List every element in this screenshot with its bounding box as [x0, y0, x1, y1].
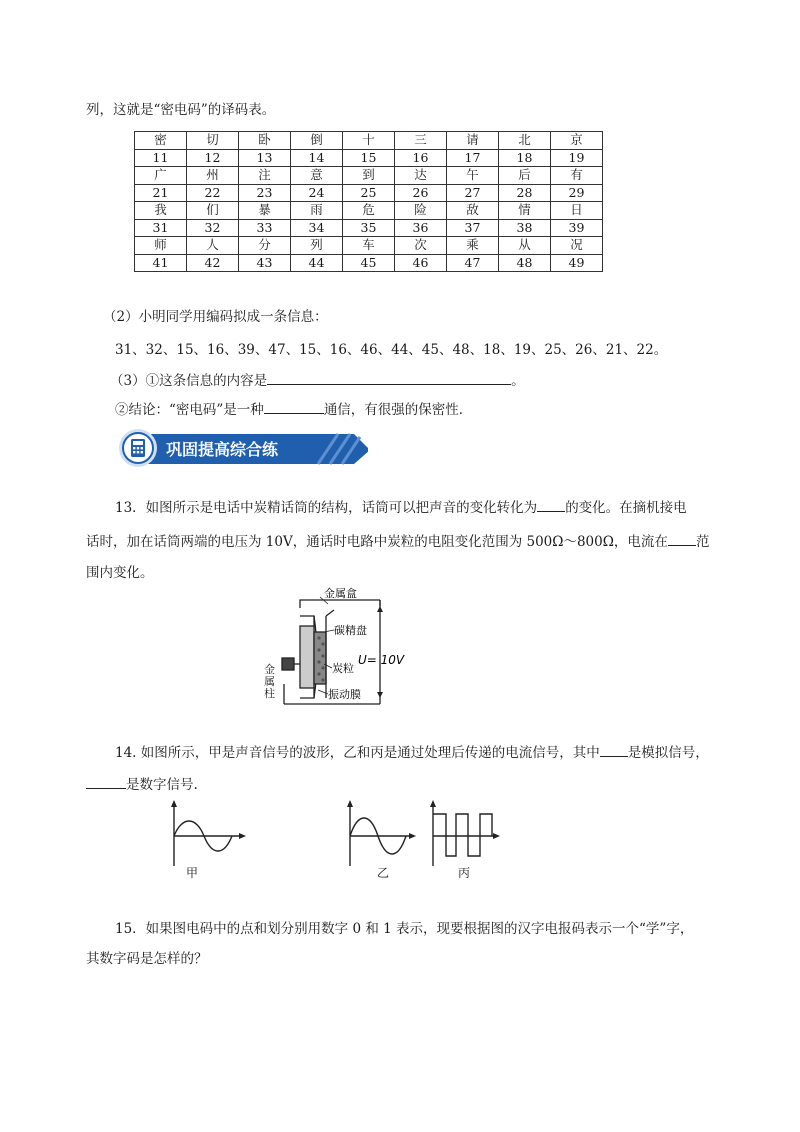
- part3-line: [110, 369, 525, 389]
- label-voltage: U= 10V: [358, 653, 405, 667]
- table-cell: 次: [395, 237, 447, 255]
- table-cell: 雨: [291, 202, 343, 220]
- table-cell: 州: [187, 167, 239, 185]
- part2-code: 31、32、15、16、39、47、15、16、46、44、45、48、18、19、25、26、21、22。: [115, 342, 668, 358]
- table-cell: 况: [551, 237, 603, 255]
- table-cell: 48: [499, 254, 551, 272]
- table-cell: 46: [395, 254, 447, 272]
- answer-blank-content[interactable]: [267, 370, 511, 385]
- conclusion-suffix: 通信，有很强的保密性．: [323, 402, 473, 418]
- table-cell: 17: [447, 149, 499, 167]
- table-cell: 险: [395, 202, 447, 220]
- label-jia: 甲: [186, 866, 199, 880]
- table-cell: 们: [187, 202, 239, 220]
- table-cell: 13: [239, 149, 291, 167]
- table-cell: 49: [551, 254, 603, 272]
- table-cell: 人: [187, 237, 239, 255]
- answer-blank-q14-2[interactable]: [86, 774, 126, 789]
- table-cell: 26: [395, 184, 447, 202]
- table-cell: 14: [291, 149, 343, 167]
- table-cell: 36: [395, 219, 447, 237]
- table-row: [135, 149, 603, 167]
- table-cell: 39: [551, 219, 603, 237]
- conclusion-prefix: ②结论：“密电码”是一种: [115, 402, 264, 418]
- q14-line1: [115, 741, 709, 761]
- table-cell: 15: [343, 149, 395, 167]
- table-row: [135, 237, 603, 255]
- table-cell: 25: [343, 184, 395, 202]
- answer-blank-q14-1[interactable]: [600, 742, 628, 757]
- table-cell: 后: [499, 167, 551, 185]
- table-cell: 45: [343, 254, 395, 272]
- table-cell: 意: [291, 167, 343, 185]
- table-cell: 19: [551, 149, 603, 167]
- q15-line1: 15．如果图电码中的点和划分别用数字 0 和 1 表示，现要根据图的汉字电报码表示一个“学”字，: [115, 921, 694, 937]
- label-diaphragm: 振动膜: [328, 688, 361, 701]
- table-cell: 从: [499, 237, 551, 255]
- table-cell: 乘: [447, 237, 499, 255]
- answer-blank-q13-2[interactable]: [668, 531, 696, 546]
- table-cell: 43: [239, 254, 291, 272]
- table-cell: 18: [499, 149, 551, 167]
- code-table: [134, 131, 603, 272]
- table-cell: 33: [239, 219, 291, 237]
- q14-line2: [86, 773, 198, 793]
- q13-text-b: 的变化。在摘机接电: [565, 500, 687, 516]
- table-cell: 广: [135, 167, 187, 185]
- table-cell: 29: [551, 184, 603, 202]
- label-metal-box: 金属盒: [324, 587, 357, 600]
- table-cell: 21: [135, 184, 187, 202]
- q13-text-c: 话时，加在话筒两端的电压为 10V，通话时电路中炭粒的电阻变化范围为 500Ω～800Ω，电流在: [86, 534, 668, 550]
- table-cell: 23: [239, 184, 291, 202]
- table-cell: 到: [343, 167, 395, 185]
- table-cell: 危: [343, 202, 395, 220]
- table-cell: 41: [135, 254, 187, 272]
- table-cell: 32: [187, 219, 239, 237]
- table-row: [135, 132, 603, 150]
- table-cell: 28: [499, 184, 551, 202]
- q13-text-d: 范: [695, 534, 710, 550]
- label-metal-post: 金属柱: [264, 663, 275, 700]
- table-cell: 倒: [291, 132, 343, 150]
- table-row: [135, 167, 603, 185]
- table-row: [135, 202, 603, 220]
- table-cell: 京: [551, 132, 603, 150]
- table-cell: 情: [499, 202, 551, 220]
- table-cell: 三: [395, 132, 447, 150]
- table-cell: 日: [551, 202, 603, 220]
- table-cell: 请: [447, 132, 499, 150]
- table-cell: 十: [343, 132, 395, 150]
- intro-line: 列，这就是“密电码”的译码表。: [86, 102, 276, 118]
- q15-line2: 其数字码是怎样的？: [86, 951, 208, 967]
- table-cell: 42: [187, 254, 239, 272]
- table-cell: 11: [135, 149, 187, 167]
- table-cell: 35: [343, 219, 395, 237]
- label-bing: 丙: [458, 866, 471, 880]
- table-cell: 切: [187, 132, 239, 150]
- table-cell: 列: [291, 237, 343, 255]
- table-cell: 暴: [239, 202, 291, 220]
- q13-line1: [115, 496, 687, 516]
- table-cell: 师: [135, 237, 187, 255]
- table-cell: 22: [187, 184, 239, 202]
- table-cell: 车: [343, 237, 395, 255]
- table-cell: 16: [395, 149, 447, 167]
- table-cell: 12: [187, 149, 239, 167]
- label-carbon-plate: 碳精盘: [334, 624, 367, 637]
- table-cell: 27: [447, 184, 499, 202]
- waveform-figure: [150, 798, 510, 883]
- table-cell: 47: [447, 254, 499, 272]
- answer-blank-type[interactable]: [264, 399, 324, 414]
- table-cell: 注: [239, 167, 291, 185]
- q14-text-c: 是数字信号.: [126, 777, 198, 793]
- label-yi: 乙: [377, 866, 390, 880]
- table-cell: 有: [551, 167, 603, 185]
- table-cell: 密: [135, 132, 187, 150]
- conclusion-line: [115, 398, 472, 418]
- label-carbon-grain: 炭粒: [332, 662, 354, 675]
- part3-prefix: （3）①这条信息的内容是: [110, 373, 268, 389]
- table-cell: 午: [447, 167, 499, 185]
- table-cell: 我: [135, 202, 187, 220]
- table-cell: 44: [291, 254, 343, 272]
- table-cell: 达: [395, 167, 447, 185]
- q14-text-b: 是模拟信号，: [627, 745, 709, 761]
- table-cell: 37: [447, 219, 499, 237]
- q13-line2: [86, 530, 709, 550]
- q13-line3: 围内变化。: [86, 565, 154, 581]
- table-cell: 34: [291, 219, 343, 237]
- table-cell: 卧: [239, 132, 291, 150]
- table-cell: 敌: [447, 202, 499, 220]
- answer-blank-q13-1[interactable]: [537, 497, 565, 512]
- table-cell: 31: [135, 219, 187, 237]
- table-cell: 24: [291, 184, 343, 202]
- table-row: [135, 219, 603, 237]
- part3-suffix: 。: [511, 373, 525, 389]
- q13-text-a: 13．如图所示是电话中炭精话筒的结构，话筒可以把声音的变化转化为: [115, 500, 538, 516]
- section-banner: [118, 428, 368, 468]
- table-cell: 分: [239, 237, 291, 255]
- table-cell: 北: [499, 132, 551, 150]
- calculator-icon: [131, 439, 145, 457]
- q14-text-a: 14. 如图所示，甲是声音信号的波形，乙和丙是通过处理后传递的电流信号，其中: [115, 745, 600, 761]
- part2-title: （2）小明同学用编码拟成一条信息：: [103, 309, 328, 325]
- banner-title: 巩固提高综合练: [166, 440, 279, 459]
- table-row: [135, 254, 603, 272]
- table-cell: 38: [499, 219, 551, 237]
- carbon-microphone-figure: [262, 586, 422, 718]
- table-row: [135, 184, 603, 202]
